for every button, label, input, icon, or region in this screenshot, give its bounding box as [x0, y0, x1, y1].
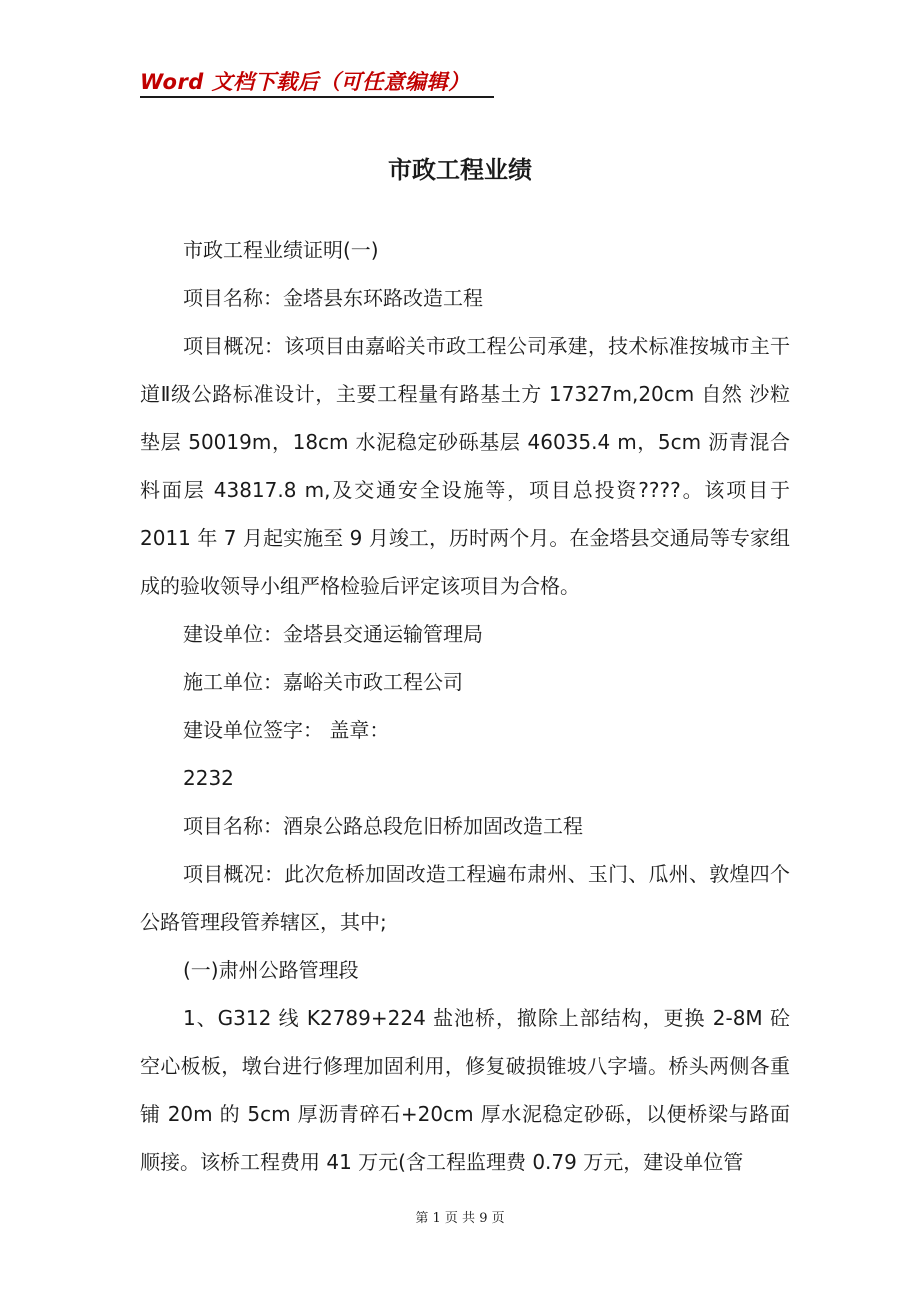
paragraph-item-1: 1、G312 线 K2789+224 盐池桥，撤除上部结构，更换 2-8M 砼空心板板，墩台进行修理加固利用，修复破损锥坡八字墙。桥头两侧各重铺 20m 的 5cm 厚沥青碎石+20cm 厚水泥稳定砂砾，以便桥梁与路面顺接。该桥工程费用 41 万元(含工程监理费 0.79 万元，建设单位管: [140, 1006, 790, 1174]
paragraph-signature-line: 建设单位签字： 盖章：: [183, 718, 390, 742]
paragraph-section-heading: (一)肃州公路管理段: [183, 958, 359, 982]
header-banner: [140, 64, 494, 98]
paragraph-number: 2232: [183, 766, 234, 790]
paragraph-project-overview-2: 项目概况：此次危桥加固改造工程遍布肃州、玉门、瓜州、敦煌四个公路管理段管养辖区，其中;: [140, 862, 790, 934]
header-banner-text: Word 文档下载后（可任意编辑）: [140, 70, 470, 94]
page-footer: 第 1 页 共 9 页: [415, 1211, 505, 1226]
paragraph-construction-unit: 建设单位：金塔县交通运输管理局: [183, 622, 483, 646]
document-body: [140, 226, 790, 1186]
paragraph-certificate-heading: 市政工程业绩证明(一): [183, 238, 379, 262]
paragraph-builder-unit: 施工单位：嘉峪关市政工程公司: [183, 670, 463, 694]
document-title: 市政工程业绩: [388, 156, 532, 184]
paragraph-project-name-2: 项目名称：酒泉公路总段危旧桥加固改造工程: [183, 814, 583, 838]
paragraph-project-overview-1: 项目概况：该项目由嘉峪关市政工程公司承建，技术标准按城市主干道Ⅱ级公路标准设计，主要工程量有路基土方 17327m,20cm 自然 沙粒垫层 50019m，18cm 水泥稳定砂砾基层 46035.4 m，5cm 沥青混合料面层 43817.8 m,及交通安全设施等，项目总投资????。该项目于 2011 年 7 月起实施至 9 月竣工，历时两个月。在金塔县交通局等专家组成的验收领导小组严格检验后评定该项目为合格。: [140, 334, 790, 598]
paragraph-project-name-1: 项目名称：金塔县东环路改造工程: [183, 286, 483, 310]
